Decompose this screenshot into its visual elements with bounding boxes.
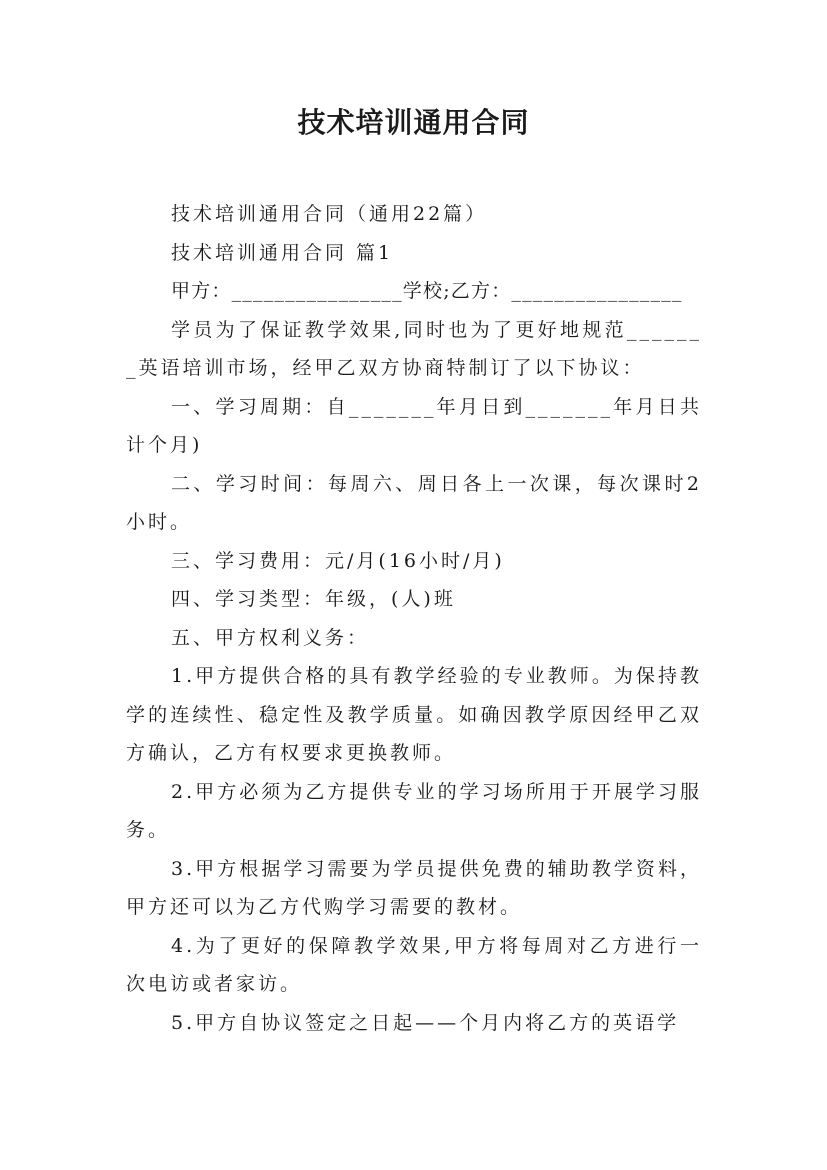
- paragraph-study-type: 四、学习类型：年级，(人)班: [171, 588, 456, 610]
- paragraph-clause-4: 4.为了更好的保障教学效果,甲方将每周对乙方进行一次电访或者家访。: [126, 934, 702, 995]
- paragraph-preamble: 学员为了保证教学效果,同时也为了更好地规范_______英语培训市场，经甲乙双方协商特制订了以下协议：: [126, 318, 702, 379]
- paragraph-study-fee: 三、学习费用：元/月(16小时/月): [171, 549, 505, 572]
- paragraph-clause-5: 5.甲方自协议签定之日起——个月内将乙方的英语学: [171, 1011, 680, 1034]
- paragraph-section-heading: 技术培训通用合同 篇1: [171, 241, 394, 264]
- document-title: 技术培训通用合同: [297, 106, 530, 139]
- paragraph-study-time: 二、学习时间：每周六、周日各上一次课，每次课时2小时。: [126, 472, 702, 533]
- paragraph-clause-3: 3.甲方根据学习需要为学员提供免费的辅助教学资料，甲方还可以为乙方代购学习需要的教材。: [126, 857, 702, 918]
- paragraph-series-title: 技术培训通用合同（通用22篇）: [171, 203, 488, 225]
- paragraph-clause-1: 1.甲方提供合格的具有教学经验的专业教师。为保持教学的连续性、稳定性及教学质量。如确因教学原因经甲乙双方确认，乙方有权要求更换教师。: [126, 665, 702, 764]
- document-body: [126, 195, 702, 1042]
- paragraph-clause-2: 2.甲方必须为乙方提供专业的学习场所用于开展学习服务。: [126, 780, 702, 841]
- paragraph-party-a-rights: 五、甲方权利义务：: [171, 626, 370, 649]
- paragraph-parties: 甲方：________________学校;乙方：________________: [171, 280, 683, 302]
- paragraph-study-period: 一、学习周期：自_______年月日到_______年月日共计个月): [126, 395, 702, 456]
